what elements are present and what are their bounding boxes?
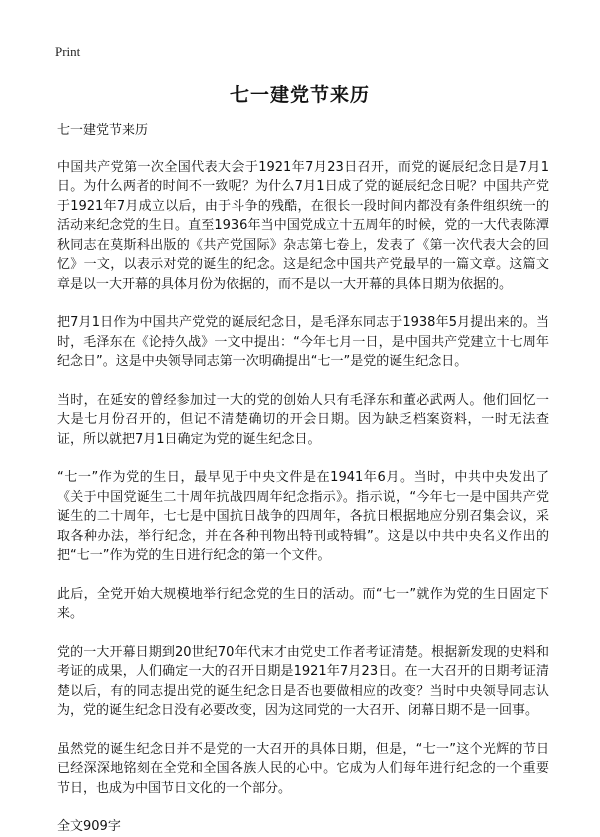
page-title: 七一建党节来历 (229, 84, 370, 106)
article-body (57, 121, 549, 837)
paragraph-5: 此后，全党开始大规模地举行纪念党的生日的活动。而“七一”就作为党的生日固定下来。 (57, 586, 549, 621)
paragraph-2: 把7月1日作为中国共产党党的诞辰纪念日，是毛泽东同志于1938年5月提出来的。当时，毛泽东在《论持久战》一文中提出：“今年七月一日，是中国共产党建立十七周年纪念日”。这是中央领导同志第一次明确提出“七一”是党的诞生纪念日。 (57, 315, 549, 369)
paragraph-3: 当时，在延安的曾经参加过一大的党的创始人只有毛泽东和董必武两人。他们回忆一大是七月份召开的，但记不清楚确切的开会日期。因为缺乏档案资料，一时无法查证，所以就把7月1日确定为党的诞生纪念日。 (57, 392, 549, 447)
article-subtitle: 七一建党节来历 (57, 123, 149, 138)
paragraph-7: 虽然党的诞生纪念日并不是党的一大召开的具体日期，但是，“七一”这个光辉的节日已经深深地铭刻在全党和全国各族人民的心中。它成为人们每年进行纪念的一个重要节日，也成为中国节日文化的一个部分。 (57, 741, 549, 796)
word-count: 全文909字 (57, 819, 121, 834)
print-link[interactable]: Print (55, 44, 81, 59)
paragraph-4: “七一”作为党的生日，最早见于中央文件是在1941年6月。当时，中共中央发出了《关于中国党诞生二十周年抗战四周年纪念指示》。指示说，“今年七一是中国共产党诞生的二十周年，七七是中国抗日战争的四周年，各抗日根据地应分别召集会议，采取各种办法，举行纪念，并在各种刊物出特刊或特辑”。这是以中共中央名义作出的把“七一”作为党的生日进行纪念的第一个文件。 (57, 470, 549, 563)
paragraph-6: 党的一大开幕日期到20世纪70年代末才由党史工作者考证清楚。根据新发现的史料和考证的成果，人们确定一大的召开日期是1921年7月23日。在一大召开的日期考证清楚以后，有的同志提出党的诞生纪念日是否也要做相应的改变？当时中央领导同志认为，党的诞生纪念日没有必要改变，因为这同党的一大召开、闭幕日期不是一回事。 (57, 644, 549, 718)
paragraph-1: 中国共产党第一次全国代表大会于1921年7月23日召开，而党的诞辰纪念日是7月1日。为什么两者的时间不一致呢？为什么7月1日成了党的诞辰纪念日呢？中国共产党于1921年7月成立以后，由于斗争的残酷，在很长一段时间内都没有条件组织统一的活动来纪念党的生日。直至1936年当中国党成立十五周年的时候，党的一大代表陈潭秋同志在莫斯科出版的《共产党国际》杂志第七卷上，发表了《第一次代表大会的回忆》一文，以表示对党的诞生的纪念。这是纪念中国共产党最早的一篇文章。这篇文章是以一大开幕的具体月份为依据的，而不是以一大开幕的具体日期为依据的。 (57, 159, 549, 292)
